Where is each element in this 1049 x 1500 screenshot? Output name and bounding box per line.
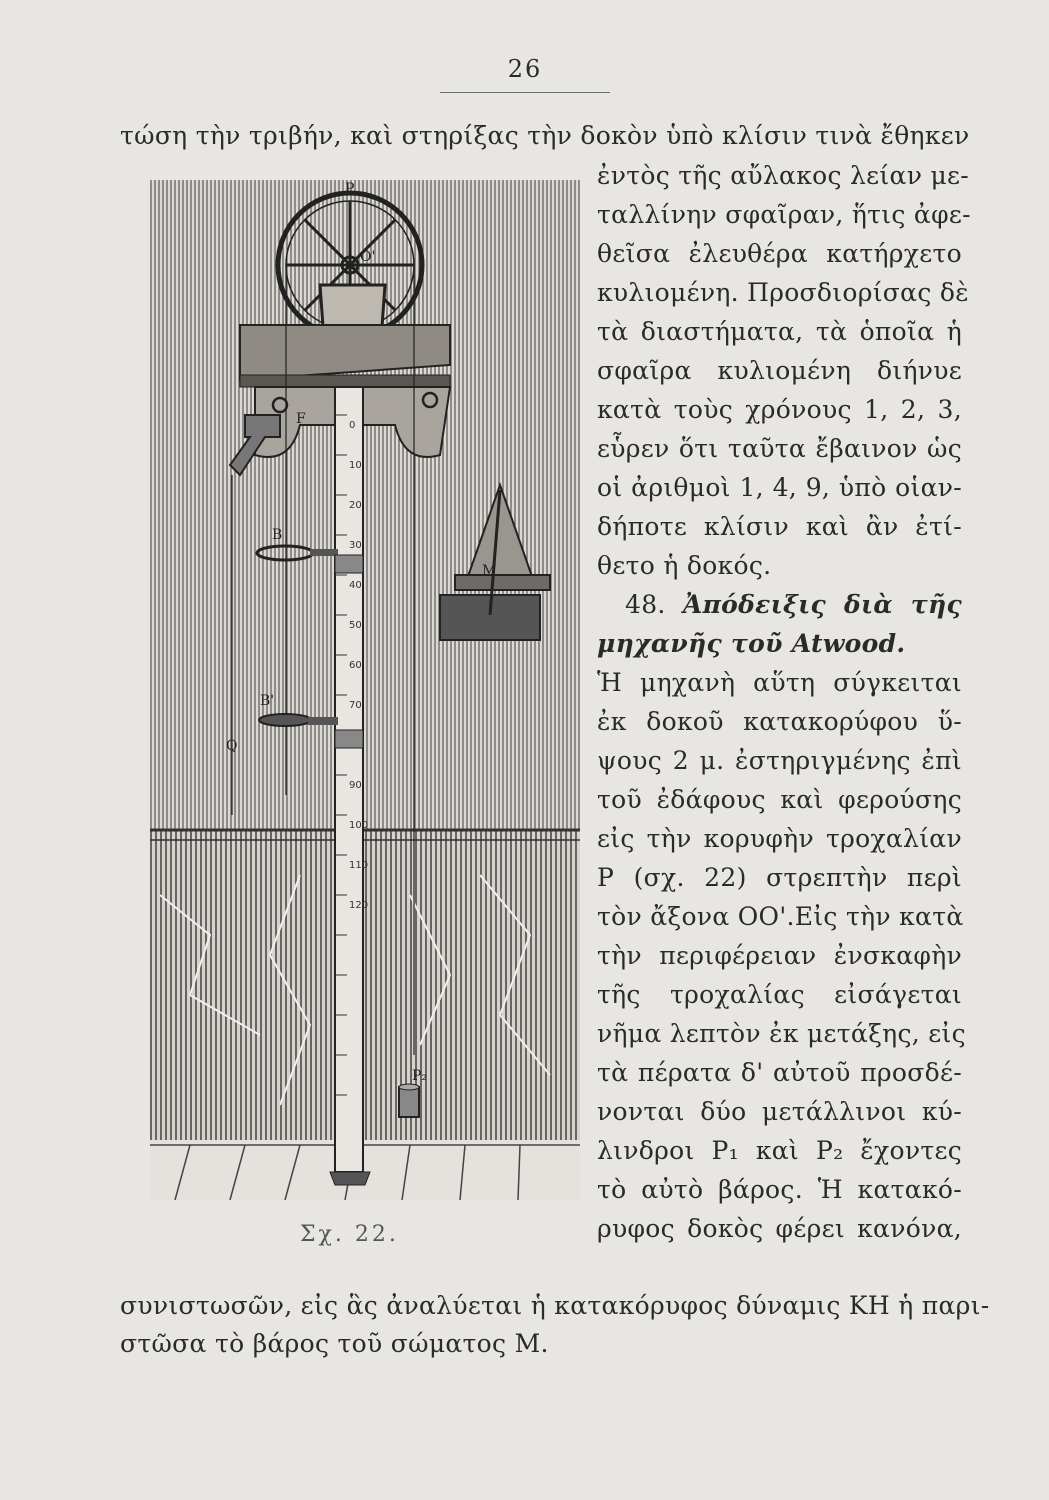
text-line: τὰ διαστήματα, τὰ ὁποῖα ἡ [597,317,962,346]
text-line: τὴν περιφέρειαν ἐνσκαφὴν [597,941,962,970]
text-line: οἱ ἀριθμοὶ 1, 4, 9, ὑπὸ οἱαν- [597,473,962,502]
scale-label: 50 [349,620,362,631]
figure-atwood-machine [150,175,585,1205]
scale-label: 110 [349,860,369,871]
text-line: νονται δύο μετάλλινοι κύ- [597,1097,962,1126]
label-b: B [272,527,283,543]
text-line: εὗρεν ὅτι ταῦτα ἔβαινον ὡς [597,434,962,463]
scale-label: 20 [349,500,362,511]
text-line: P (σχ. 22) στρεπτὴν περὶ [597,863,962,892]
text-line: ταλλίνην σφαῖραν, ἥτις ἀφε- [597,200,971,229]
text-line: θετο ἡ δοκός. [597,551,772,580]
figure-caption: Σχ. 22. [300,1222,399,1247]
text-line: στῶσα τὸ βάρος τοῦ σώματος Μ. [120,1329,549,1358]
text-line: κατὰ τοὺς χρόνους 1, 2, 3, [597,395,962,424]
section-heading-2: μηχανῆς τοῦ Atwood. [597,629,906,658]
scale-label: 30 [349,540,362,551]
label-p: P [345,181,355,197]
text-line: δήποτε κλίσιν καὶ ἂν ἐτί- [597,512,962,541]
wainscot-panel [150,830,580,1140]
label-b2: B' [260,693,275,709]
section-heading [625,589,962,621]
page-number: 26 [507,55,543,83]
weight-p2 [399,1087,419,1117]
section-number: 48. [625,590,666,619]
text-line: ψους 2 μ. ἐστηριγμένης ἐπὶ [597,746,962,775]
scale-label: 60 [349,660,362,671]
text-line: τῆς τροχαλίας εἰσάγεται [597,980,962,1009]
label-o: O' [360,249,376,265]
text-line: συνιστωσῶν, εἰς ἃς ἀναλύεται ἡ κατακόρυφος δύναμις ΚΗ ἡ παρι- [120,1291,990,1320]
text-line: τὰ πέρατα δ' αὐτοῦ προσδέ- [597,1058,962,1087]
label-m: M [482,563,497,579]
text-line: τὸ αὐτὸ βάρος. Ἡ κατακό- [597,1175,962,1204]
scale-label: 100 [349,820,369,831]
text-line: νῆμα λεπτὸν ἐκ μετάξης, εἰς [597,1019,966,1048]
scale-label: 90 [349,780,362,791]
section-title-1: Ἀπόδειξις διὰ τῆς [682,590,962,619]
scale-label: 10 [349,460,362,471]
scale-label: 120 [349,900,369,911]
scale-label: 0 [349,420,356,431]
text-line: σφαῖρα κυλιομένη διήνυε [597,356,962,385]
text-line: τώση τὴν τριβήν, καὶ στηρίξας τὴν δοκὸν ὑπὸ κλίσιν τινὰ ἔθηκεν [120,121,970,150]
text-line: ἐκ δοκοῦ κατακορύφου ὕ- [597,707,962,736]
label-q: Q [226,738,238,754]
text-line: εἰς τὴν κορυφὴν τροχαλίαν [597,824,962,853]
text-line: ρυφος δοκὸς φέρει κανόνα, [597,1214,962,1243]
header-rule [440,92,610,93]
text-line: τὸν ἄξονα ΟΟ'.Εἰς τὴν κατὰ [597,902,964,931]
text-line: κυλιομένη. Προσδιορίσας δὲ [597,278,969,307]
text-line: θεῖσα ἐλευθέρα κατήρχετο [597,239,962,268]
floor [150,1140,580,1200]
text-line: Ἡ μηχανὴ αὕτη σύγκειται [597,668,962,697]
scale-label: 40 [349,580,362,591]
label-f: F [296,411,306,427]
text-line: τοῦ ἐδάφους καὶ φερούσης [597,785,962,814]
label-p2: P₂ [412,1068,428,1084]
text-line: ἐντὸς τῆς αὔλακος λείαν με- [597,161,970,190]
atwood-machine-illustration [150,175,585,1205]
text-line: λινδροι P₁ καὶ P₂ ἔχοντες [597,1136,962,1165]
scale-label: 70 [349,700,362,711]
